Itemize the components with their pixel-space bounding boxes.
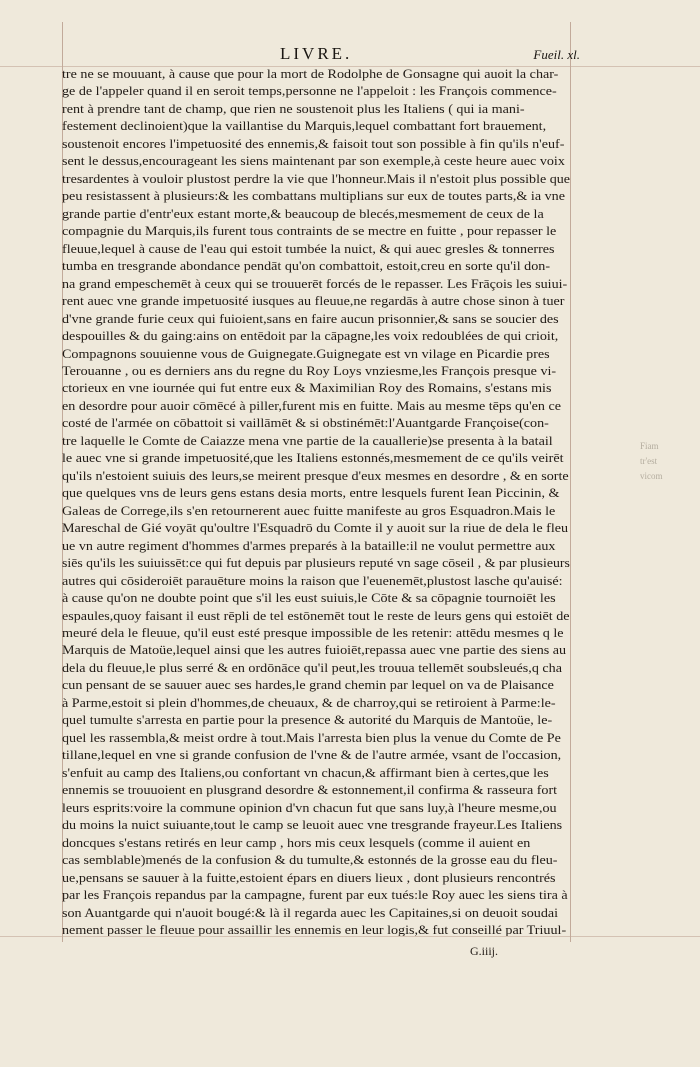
- margin-note: vicom: [640, 471, 663, 481]
- text-line: festement declinoient)que la vaillantise du Marquis,lequel combattant fort brauement,: [62, 119, 547, 134]
- text-line: costé de l'armée on cōbattoit si vaillāmēt & si obstinémēt:l'Auantgarde Françoise(con-: [62, 416, 549, 431]
- text-line: ennemis se trouuoient en plusgrand desordre & estonnement,il confirma & rasseura fort: [62, 783, 558, 798]
- text-line: tillane,lequel en vne si grande confusion de l'vne & de l'autre armée, vsant de l'occasion,: [62, 748, 562, 763]
- text-line: leurs esprits:voire la commune opinion d'vn chacun fut que sans luy,à l'heure mesme,ou: [62, 800, 557, 815]
- text-line: meuré dela le fleuue, qu'il eust esté presque impossible de les retenir: attēdu mesmes q le: [62, 626, 564, 640]
- text-line: compagnie du Marquis,ils furent tous contraints de se mectre en fuitte , pour repasser le: [62, 224, 557, 239]
- text-line: s'enfuit au camp des Italiens,ou confortant vn chacun,& affirmant bien à certes,que les: [62, 765, 549, 780]
- text-line: peu resistassent à plusieurs:& les combattans multiplians sur eux de toutes parts,& ia vne: [62, 189, 565, 204]
- text-line: Galeas de Correge,ils s'en retournerent auec fuitte manifeste au gros Esquadron.Mais le: [62, 503, 556, 518]
- page-header: [60, 44, 580, 68]
- running-head: LIVRE.: [280, 44, 353, 63]
- text-line: Terouanne , ou es derniers ans du regne du Roy Loys vnziesme,les François presque vi-: [62, 363, 557, 378]
- text-line: du moins la nuict suiuante,tout le camp se leuoit auec vne tresgrande frayeur.Les Italiens: [62, 818, 563, 833]
- text-line: Compagnons souuienne vous de Guignegate.Guignegate est vn vilage en Picardie pres: [62, 346, 550, 361]
- text-line: que quelques vns de leurs gens estans desia morts, entre lesquels furent Iean Piccinin, &: [62, 486, 560, 501]
- folio-number: Fueil. xl.: [533, 47, 580, 62]
- text-line: tresardentes à vouloir plustost perdre la vie que l'honneur.Mais il n'estoit plus possible que: [62, 171, 570, 186]
- text-line: tumba en tresgrande abondance pendāt qu'on combattoit, estoit,creu en sorte qu'il don-: [62, 259, 551, 274]
- text-line: rent auec vne grande impetuosité iusques au fleuue,ne regardās à autre chose sinon à tuer: [62, 294, 565, 309]
- ruling-line-bottom: [0, 936, 700, 937]
- text-line: à Parme,estoit si plein d'hommes,de cheuaux, & de charroy,qui se retiroient à Parme:le-: [62, 695, 556, 710]
- text-line: quel tumulte s'arresta en partie pour la presence & autorité du Marquis de Mantoüe, le-: [62, 713, 553, 728]
- signature-mark: G.iiij.: [470, 944, 499, 958]
- text-line: en desordre pour auoir cōmēcé à piller,furent mis en fuitte. Mais au mesme tēps qu'en ce: [62, 398, 562, 413]
- text-line: despouilles & du gaing:ains on entēdoit par la cāpagne,les voix redoublées de qui crioit,: [62, 329, 559, 344]
- text-line: Mareschal de Gié voyāt qu'oultre l'Esquadrō du Comte il y auoit sur la riue de dela le fleu: [62, 521, 569, 536]
- ruling-line-right: [570, 22, 571, 942]
- text-line: cas semblable)menés de la confusion & du tumulte,& estonnés de la grosse eau du fleu-: [62, 853, 558, 868]
- text-line: grande partie d'entr'eux estant morte,& beaucoup de blecés,mesmement de ceux de la: [62, 206, 544, 221]
- text-line: espaules,quoy faisant il eust rēpli de tel estōnemēt tout le reste de leurs gens qui estoiēt de: [62, 608, 570, 623]
- text-line: siēs qu'ils les suiuissēt:ce qui fut depuis par plusieurs reputé vn sage cōseil , & par plusieurs: [62, 556, 570, 571]
- text-line: quel les rassembla,& meist ordre à tout.Mais l'arresta bien plus la venue du Comte de Pe: [62, 730, 561, 745]
- text-line: sent le dessus,encourageant les siens maintenant par son exemple,à ceste heure auec voix: [62, 154, 565, 169]
- text-line: dela du fleuue,le plus serré & en ordōnāce qu'il peut,les trouua tellemēt soubsleués,q cha: [62, 660, 562, 675]
- text-line: à cause qu'on ne doubte point que s'il les eust suiuis,le Cōte & sa cōpagnie tournoiēt les: [62, 591, 556, 606]
- body-text: [62, 66, 570, 936]
- text-line: qu'ils n'estoient suiuis des leurs,se meirent presque d'eux mesmes en desordre , & en sorte: [62, 468, 569, 483]
- text-line: ue,pensans se sauuer à la fuitte,estoient épars en diuers lieux , dont plusieurs rencontrés: [62, 870, 556, 885]
- text-line: fleuue,lequel à cause de l'eau qui estoit tumbée la nuict, & qui auec gresles & tonnerres: [62, 241, 555, 256]
- text-line: Marquis de Matoüe,lequel ainsi que les autres fuioiēt,repassa auec vne partie des siens au: [62, 643, 567, 658]
- text-line: le auec vne si grande impetuosité,que les Italiens estonnés,mesmement de ce qu'ils veirēt: [62, 451, 564, 466]
- text-line: ue vn autre regiment d'hommes d'armes preparés à la bataille:il ne voulut permettre aux: [62, 538, 556, 553]
- margin-note: Fiam: [640, 441, 659, 451]
- text-line: soustenoit encores l'impetuosité des ennemis,& faisoit tout son possible à fin qu'ils n'euf-: [62, 136, 565, 151]
- margin-note: tr'est: [640, 456, 658, 466]
- text-line: rent à prendre tant de champ, que rien ne soustenoit plus les Italiens ( qui ia mani-: [62, 101, 525, 116]
- text-line: tre laquelle le Comte de Caiazze mena vne partie de la cauallerie)se presenta à la batail: [62, 433, 553, 448]
- text-line: par les François repandus par la campagne, furent par eux tués:le Roy auec les siens tira à: [62, 888, 568, 903]
- text-line: nement passer le fleuue pour assaillir les ennemis en leur logis,& fut conseillé par Triuul-: [62, 922, 567, 936]
- text-line: ctorieux en vne iournée qui fut entre eux & Maximilian Roy des Romains, s'estans mis: [62, 381, 552, 396]
- text-line: d'vne grande furie ceux qui fuioient,sans en faire aucun prisonnier,& sans se soucier des: [62, 311, 559, 326]
- text-line: son Auantgarde qui n'auoit bougé:& là il regarda auec les Capitaines,si on deuoit soudai: [62, 905, 559, 920]
- text-line: na grand empeschemēt à ceux qui se trouuerēt forcés de le repasser. Les Frāçois les suiui-: [62, 276, 568, 291]
- text-line: autres qui cōsideroiēt parauēture moins la raison que l'euenemēt,plustost lasche qu'auisé:: [62, 573, 563, 588]
- text-line: doncques s'estans retirés en leur camp , hors mis ceux lesquels (comme il auient en: [62, 835, 531, 850]
- text-line: ge de l'appeler quand il en seroit temps,personne ne l'appeloit : les François commence-: [62, 84, 557, 99]
- text-line: tre ne se mouuant, à cause que pour la mort de Rodolphe de Gonsagne qui auoit la char-: [62, 67, 559, 81]
- text-line: cun pensant de se sauuer auec ses hardes,le grand chemin par lequel on va de Plaisance: [62, 678, 554, 693]
